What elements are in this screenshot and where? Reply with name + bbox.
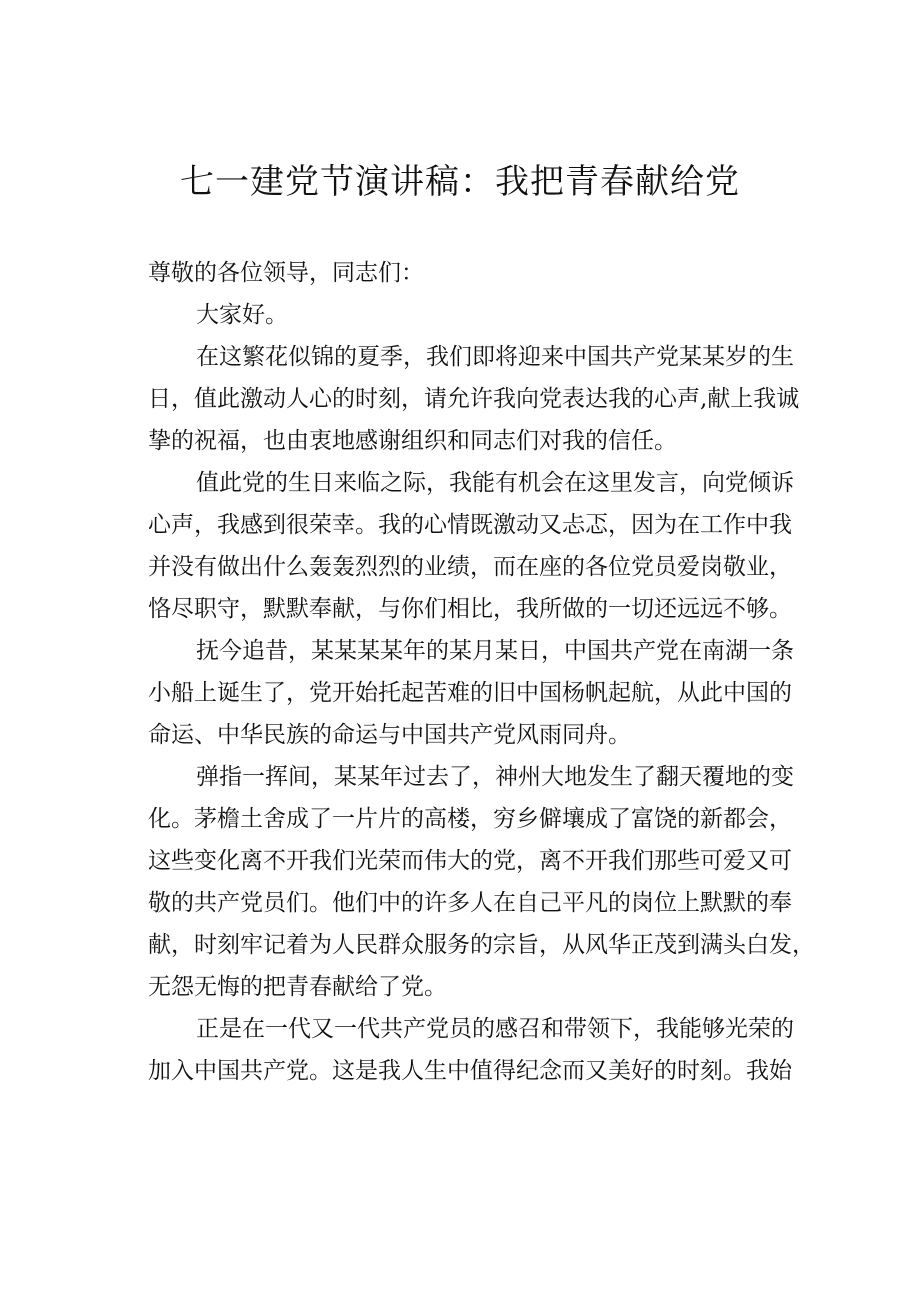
salutation: 尊敬的各位领导，同志们：: [148, 260, 424, 286]
paragraph-greeting: [148, 294, 800, 336]
paragraph-line: 抚今追昔，某某某某年的某月某日，中国共产党在南湖一条: [196, 638, 794, 664]
paragraph-line: 化。茅檐土舍成了一片片的高楼，穷乡僻壤成了富饶的新都会，: [148, 806, 792, 832]
paragraph-line: 值此党的生日来临之际，我能有机会在这里发言，向党倾诉: [196, 470, 794, 496]
paragraph-line: 正是在一代又一代共产党员的感召和带领下，我能够光荣的: [196, 1016, 794, 1042]
paragraph-line: 小船上诞生了，党开始托起苦难的旧中国杨帆起航，从此中国的: [148, 680, 792, 706]
paragraph-line: 弹指一挥间，某某年过去了，神州大地发生了翻天覆地的变: [196, 764, 794, 790]
paragraph-line: 日，值此激动人心的时刻，请允许我向党表达我的心声,献上我诚: [148, 386, 800, 412]
paragraph-line: 大家好。: [196, 302, 288, 328]
paragraph-honor: [148, 462, 800, 630]
paragraph-line: 献，时刻牢记着为人民群众服务的宗旨，从风华正茂到满头白发，: [148, 932, 815, 958]
paragraph-joining: [148, 1008, 800, 1092]
paragraph-history: [148, 630, 800, 756]
document-body: [148, 252, 815, 1092]
paragraph-summer: [148, 336, 800, 462]
paragraph-line: 这些变化离不开我们光荣而伟大的党，离不开我们那些可爱又可: [148, 848, 792, 874]
paragraph-line: 加入中国共产党。这是我人生中值得纪念而又美好的时刻。我始: [148, 1058, 792, 1084]
paragraph-line: 在这繁花似锦的夏季，我们即将迎来中国共产党某某岁的生: [196, 344, 794, 370]
paragraph-line: 心声，我感到很荣幸。我的心情既激动又忐忑，因为在工作中我: [148, 512, 792, 538]
paragraph-line: 命运、中华民族的命运与中国共产党风雨同舟。: [148, 722, 631, 748]
paragraph-changes: [148, 756, 815, 1008]
paragraph-line: 无怨无悔的把青春献给了党。: [148, 974, 447, 1000]
document-title: 七一建党节演讲稿：我把青春献给党: [180, 162, 740, 202]
paragraph-line: 并没有做出什么轰轰烈烈的业绩，而在座的各位党员爱岗敬业，: [148, 554, 792, 580]
paragraph-line: 挚的祝福，也由衷地感谢组织和同志们对我的信任。: [148, 428, 677, 454]
paragraph-line: 恪尽职守，默默奉献，与你们相比，我所做的一切还远远不够。: [148, 596, 792, 622]
paragraph-line: 敬的共产党员们。他们中的许多人在自己平凡的岗位上默默的奉: [148, 890, 792, 916]
